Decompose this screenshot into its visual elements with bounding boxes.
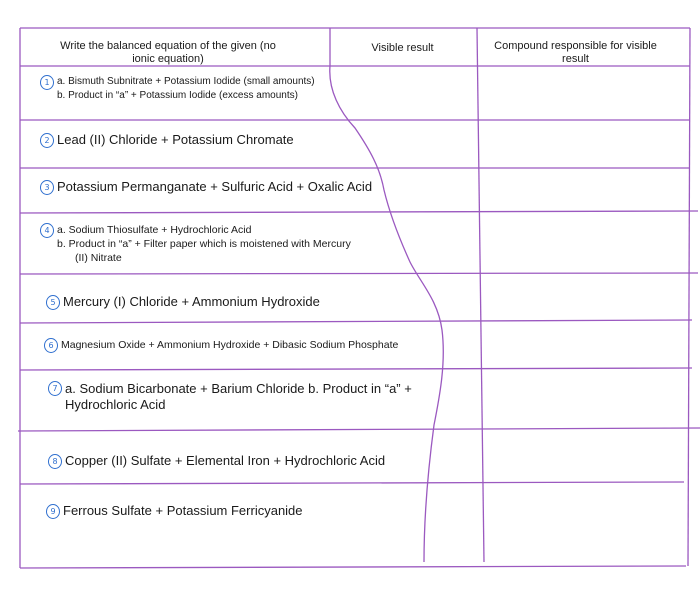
table-row	[40, 75, 315, 103]
row-number-badge: 5	[46, 295, 60, 310]
row-line: (II) Nitrate	[75, 252, 122, 264]
row-number-badge: 4	[40, 223, 54, 238]
table-row	[48, 381, 412, 413]
row-line: a. Sodium Thiosulfate + Hydrochloric Acid	[57, 224, 252, 236]
row-line: Hydrochloric Acid	[65, 397, 166, 412]
row-number-badge: 8	[48, 454, 62, 469]
table-row	[46, 504, 303, 519]
row-line: a. Bismuth Subnitrate + Potassium Iodide (small amounts)	[57, 76, 315, 87]
table-row	[40, 133, 294, 148]
row-number-badge: 7	[48, 381, 62, 396]
table-row	[48, 454, 385, 469]
row-line: Copper (II) Sulfate + Elemental Iron + Hydrochloric Acid	[65, 453, 386, 468]
row-line: b. Product in “a” + Filter paper which is moistened with Mercury	[57, 238, 351, 250]
table-row	[46, 295, 320, 310]
row-line: a. Sodium Bicarbonate + Barium Chloride b. Product in “a” +	[65, 381, 412, 396]
table-row	[40, 223, 351, 265]
table-row	[40, 180, 372, 195]
row-line: b. Product in “a” + Potassium Iodide (excess amounts)	[57, 90, 298, 101]
row-number-badge: 1	[40, 75, 54, 90]
table-row	[44, 338, 398, 353]
row-number-badge: 9	[46, 504, 60, 519]
row-line: Potassium Permanganate + Sulfuric Acid + Oxalic Acid	[57, 179, 373, 194]
row-line: Magnesium Oxide + Ammonium Hydroxide + Dibasic Sodium Phosphate	[61, 339, 399, 351]
row-line: Lead (II) Chloride + Potassium Chromate	[57, 132, 294, 147]
column-header-equation: Write the balanced equation of the given (no ionic equation)	[60, 40, 276, 65]
row-number-badge: 3	[40, 180, 54, 195]
row-number-badge: 2	[40, 133, 54, 148]
row-line: Ferrous Sulfate + Potassium Ferricyanide	[63, 503, 303, 518]
column-header-visible-result: Visible result	[371, 42, 434, 54]
column-header-compound: Compound responsible for visible result	[494, 40, 657, 65]
row-number-badge: 6	[44, 338, 58, 353]
row-line: Mercury (I) Chloride + Ammonium Hydroxide	[63, 294, 320, 309]
